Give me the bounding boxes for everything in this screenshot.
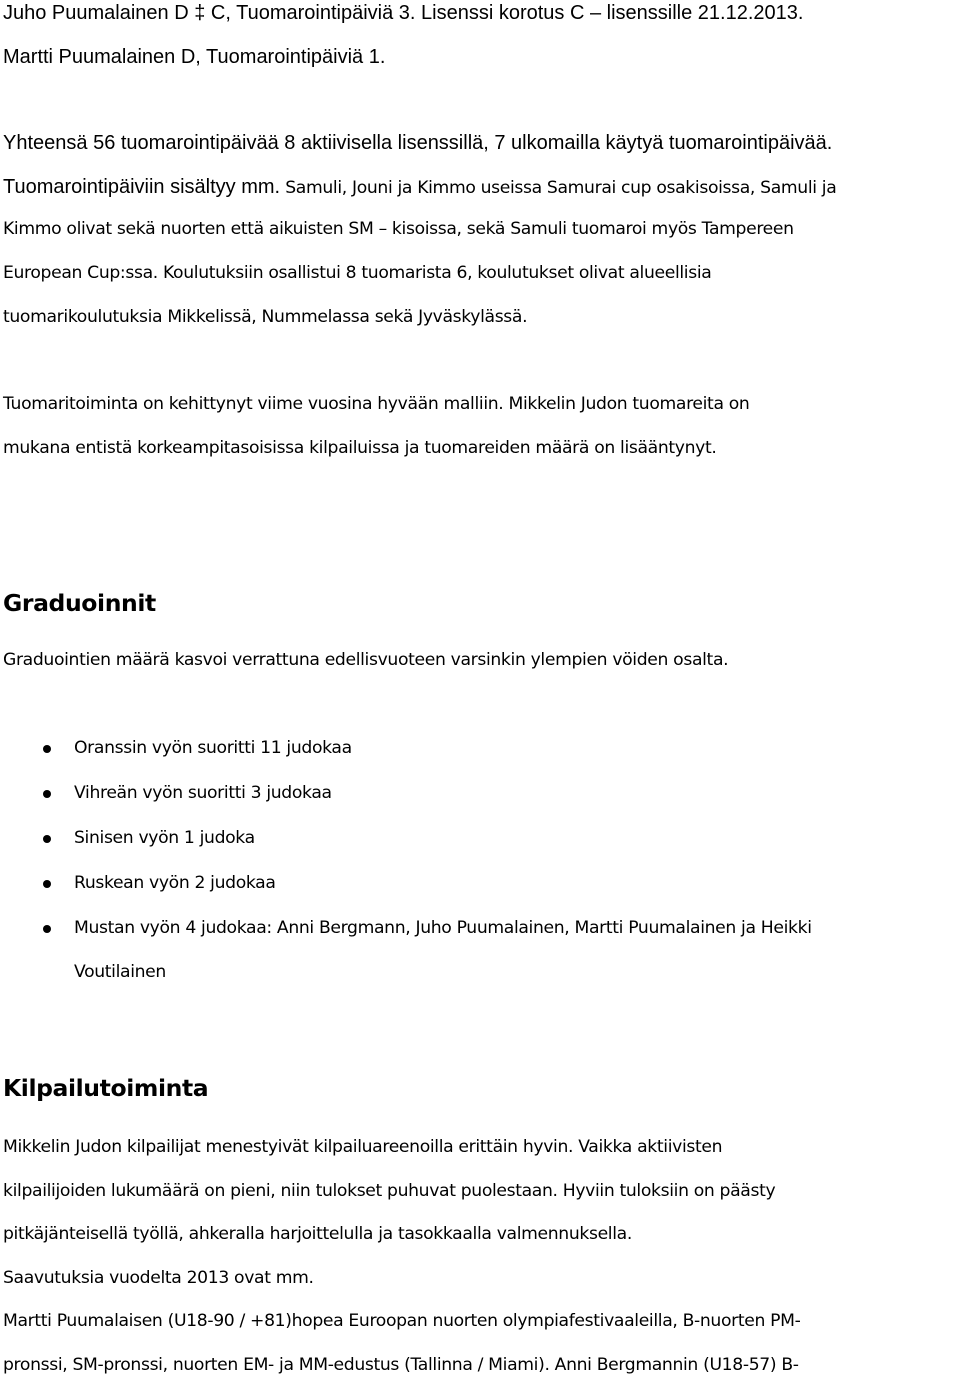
- intro-line-4-lead: Tuomarointipäiviin sisältyy mm.: [3, 176, 281, 198]
- intro-line-7: tuomarikoulutuksia Mikkelissä, Nummelassa sekä Jyväskylässä.: [3, 307, 528, 327]
- list-item-text-continued: Voutilainen: [74, 962, 166, 982]
- list-item-text: Mustan vyön 4 judokaa: Anni Bergmann, Juho Puumalainen, Martti Puumalainen ja Heikki: [74, 918, 812, 938]
- list-item-text: Ruskean vyön 2 judokaa: [74, 873, 276, 893]
- intro-line-5: Kimmo olivat sekä nuorten että aikuisten SM – kisoissa, sekä Samuli tuomaroi myös Tampereen: [3, 219, 794, 239]
- intro-line-1: Juho Puumalainen D ‡ C, Tuomarointipäiviä 3. Lisenssi korotus C – lisenssille 21.12.2013.: [3, 2, 804, 24]
- competition-line-6: pronssi, SM-pronssi, nuorten EM- ja MM-edustus (Tallinna / Miami). Anni Bergmannin (U18-57) B-: [3, 1355, 799, 1375]
- competition-line-2: kilpailijoiden lukumäärä on pieni, niin tulokset puhuvat puolestaan. Hyviin tuloksiin on päästy: [3, 1181, 776, 1201]
- intro-line-6: European Cup:ssa. Koulutuksiin osallistui 8 tuomarista 6, koulutukset olivat alueellisia: [3, 263, 712, 283]
- list-item-text: Vihreän vyön suoritti 3 judokaa: [74, 783, 332, 803]
- intro-line-2: Martti Puumalainen D, Tuomarointipäiviä 1.: [3, 46, 386, 68]
- competition-heading: Kilpailutoiminta: [3, 1074, 209, 1102]
- bullet-icon: [43, 925, 51, 933]
- competition-line-1: Mikkelin Judon kilpailijat menestyivät kilpailuareenoilla erittäin hyvin. Vaikka aktiivisten: [3, 1137, 723, 1157]
- development-line-2: mukana entistä korkeampitasoisissa kilpailuissa ja tuomareiden määrä on lisääntynyt.: [3, 438, 717, 458]
- competition-line-5: Martti Puumalaisen (U18-90 / +81)hopea Euroopan nuorten olympiafestivaaleilla, B-nuorten PM-: [3, 1311, 801, 1331]
- bullet-icon: [43, 745, 51, 753]
- bullet-icon: [43, 835, 51, 843]
- intro-line-4: [3, 176, 836, 199]
- development-line-1: Tuomaritoiminta on kehittynyt viime vuosina hyvään malliin. Mikkelin Judon tuomareita on: [3, 394, 750, 414]
- competition-line-3: pitkäjänteisellä työllä, ahkeralla harjoittelulla ja tasokkaalla valmennuksella.: [3, 1224, 632, 1244]
- bullet-icon: [43, 790, 51, 798]
- bullet-icon: [43, 880, 51, 888]
- graduations-heading: Graduoinnit: [3, 589, 156, 617]
- competition-line-4: Saavutuksia vuodelta 2013 ovat mm.: [3, 1268, 314, 1288]
- intro-line-4-rest: Samuli, Jouni ja Kimmo useissa Samurai cup osakisoissa, Samuli ja: [280, 178, 837, 198]
- intro-line-3: Yhteensä 56 tuomarointipäivää 8 aktiivisella lisenssillä, 7 ulkomailla käytyä tuomarointipäivää.: [3, 132, 833, 154]
- list-item-text: Oranssin vyön suoritti 11 judokaa: [74, 738, 352, 758]
- list-item-text: Sinisen vyön 1 judoka: [74, 828, 255, 848]
- graduations-text: Graduointien määrä kasvoi verrattuna edellisvuoteen varsinkin ylempien vöiden osalta.: [3, 650, 729, 670]
